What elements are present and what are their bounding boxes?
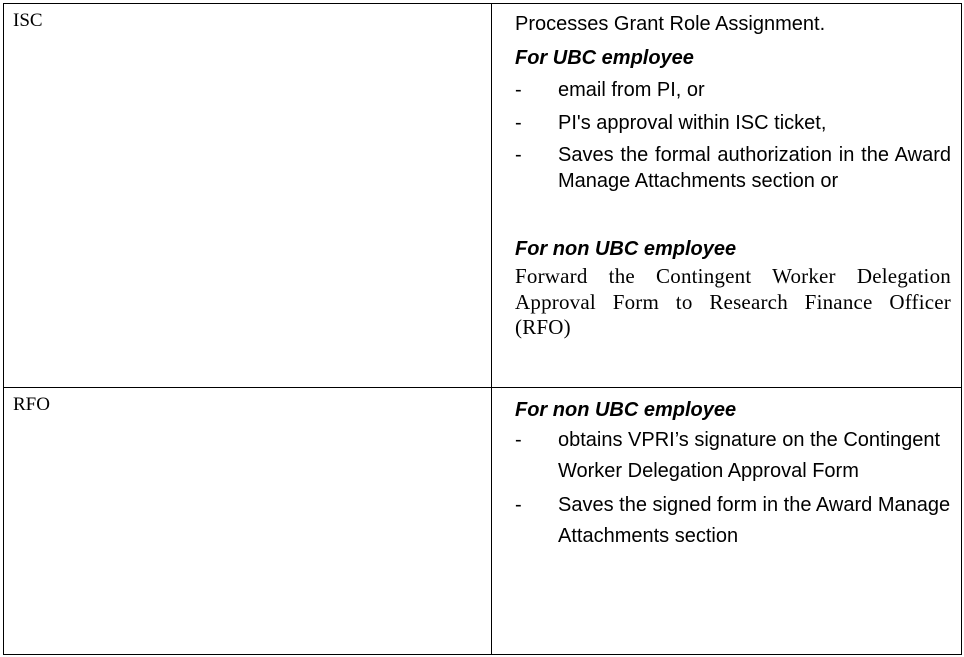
list-item-text: PI's approval within ISC ticket, — [558, 111, 827, 134]
role-cell-rfo — [4, 388, 492, 655]
list-item — [515, 143, 951, 194]
list-item — [515, 490, 951, 552]
dash-bullet: - — [515, 494, 522, 516]
description-cell-rfo — [492, 388, 962, 655]
role-label: ISC — [13, 10, 43, 31]
dash-bullet: - — [515, 79, 522, 101]
list-item-text: Saves the formal authorization in the Award Manage Attachments section or — [558, 144, 951, 192]
intro-text: Processes Grant Role Assignment. — [515, 13, 826, 35]
role-cell-isc — [4, 4, 492, 388]
list-item — [515, 111, 951, 137]
list-item-text: Saves the signed form in the Award Manage Attachments section — [558, 494, 951, 547]
ubc-items-list — [515, 78, 951, 194]
list-item — [515, 78, 951, 104]
dash-bullet: - — [515, 111, 522, 134]
non-ubc-employee-heading: For non UBC employee — [515, 399, 737, 421]
non-ubc-employee-heading: For non UBC employee — [515, 238, 737, 260]
list-item-text: obtains VPRI’s signature on the Contingent Worker Delegation Approval Form — [558, 429, 941, 482]
dash-bullet: - — [515, 144, 522, 166]
table-row-isc — [4, 4, 962, 388]
description-cell-isc — [492, 4, 962, 388]
non-ubc-items-list — [515, 425, 951, 552]
non-ubc-instruction: Forward the Contingent Worker Delegation Approval Form to Research Finance Officer (RFO) — [515, 264, 951, 339]
list-item-text: email from PI, or — [558, 79, 705, 101]
responsibility-table — [3, 3, 962, 655]
table-row-rfo — [4, 388, 962, 655]
list-item — [515, 425, 951, 487]
role-label: RFO — [13, 394, 50, 415]
ubc-employee-heading: For UBC employee — [515, 47, 694, 69]
dash-bullet: - — [515, 429, 522, 451]
